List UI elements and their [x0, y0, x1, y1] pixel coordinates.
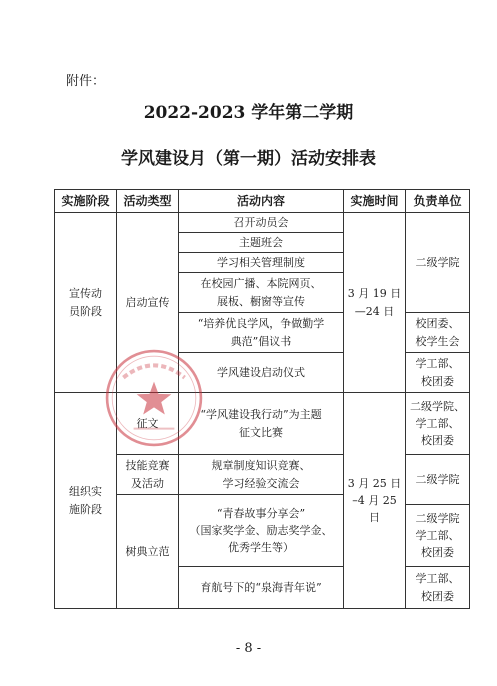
- activity-content-cell: “学风建设我行动”为主题 征文比赛: [179, 393, 344, 455]
- activity-content-cell: 学风建设启动仪式: [179, 353, 344, 393]
- unit-cell: 二级学院: [406, 455, 470, 505]
- unit-cell: 学工部、 校团委: [406, 567, 470, 609]
- stage-cell: 宣传动 员阶段: [55, 213, 117, 393]
- activity-type-cell: 树典立范: [117, 495, 179, 609]
- activity-content-cell: 学习相关管理制度: [179, 253, 344, 273]
- document-title-line1: 2022-2023 学年第二学期: [143, 103, 354, 123]
- unit-cell: 二级学院 学工部、 校团委: [406, 505, 470, 567]
- activity-content-cell: 在校园广播、本院网页、 展板、橱窗等宣传: [179, 273, 344, 313]
- column-header: 实施时间: [344, 190, 406, 213]
- time-cell: 3 月 25 日 –4 月 25 日: [344, 393, 406, 609]
- column-header: 实施阶段: [55, 190, 117, 213]
- document-title-line2: 学风建设月（第一期）活动安排表: [121, 149, 376, 169]
- column-header: 活动类型: [117, 190, 179, 213]
- stage-cell: 组织实 施阶段: [55, 393, 117, 609]
- table-row: [55, 213, 470, 233]
- table-row: [55, 393, 470, 455]
- page-number: - 8 -: [235, 641, 262, 656]
- activity-content-cell: “青春故事分享会” （国家奖学金、励志奖学金、 优秀学生等）: [179, 495, 344, 567]
- activity-content-cell: 规章制度知识竞赛、 学习经验交流会: [179, 455, 344, 495]
- activity-content-cell: 召开动员会: [179, 213, 344, 233]
- time-cell: 3 月 19 日 —24 日: [344, 213, 406, 393]
- table-header-row: [55, 190, 470, 213]
- activity-type-cell: 技能竞赛 及活动: [117, 455, 179, 495]
- activity-content-cell: 育航号下的“泉海青年说”: [179, 567, 344, 609]
- activity-type-cell: 征文: [117, 393, 179, 455]
- unit-cell: 校团委、 校学生会: [406, 313, 470, 353]
- unit-cell: 学工部、 校团委: [406, 353, 470, 393]
- column-header: 负责单位: [406, 190, 470, 213]
- activity-type-cell: 启动宣传: [117, 213, 179, 393]
- activity-content-cell: “培养优良学风，争做勤学 典范”倡议书: [179, 313, 344, 353]
- unit-cell: 二级学院: [406, 213, 470, 313]
- attachment-label: 附件：: [66, 74, 106, 89]
- activity-content-cell: 主题班会: [179, 233, 344, 253]
- table-row: [55, 455, 470, 495]
- activity-schedule-table: [54, 189, 470, 609]
- unit-cell: 二级学院、 学工部、 校团委: [406, 393, 470, 455]
- column-header: 活动内容: [179, 190, 344, 213]
